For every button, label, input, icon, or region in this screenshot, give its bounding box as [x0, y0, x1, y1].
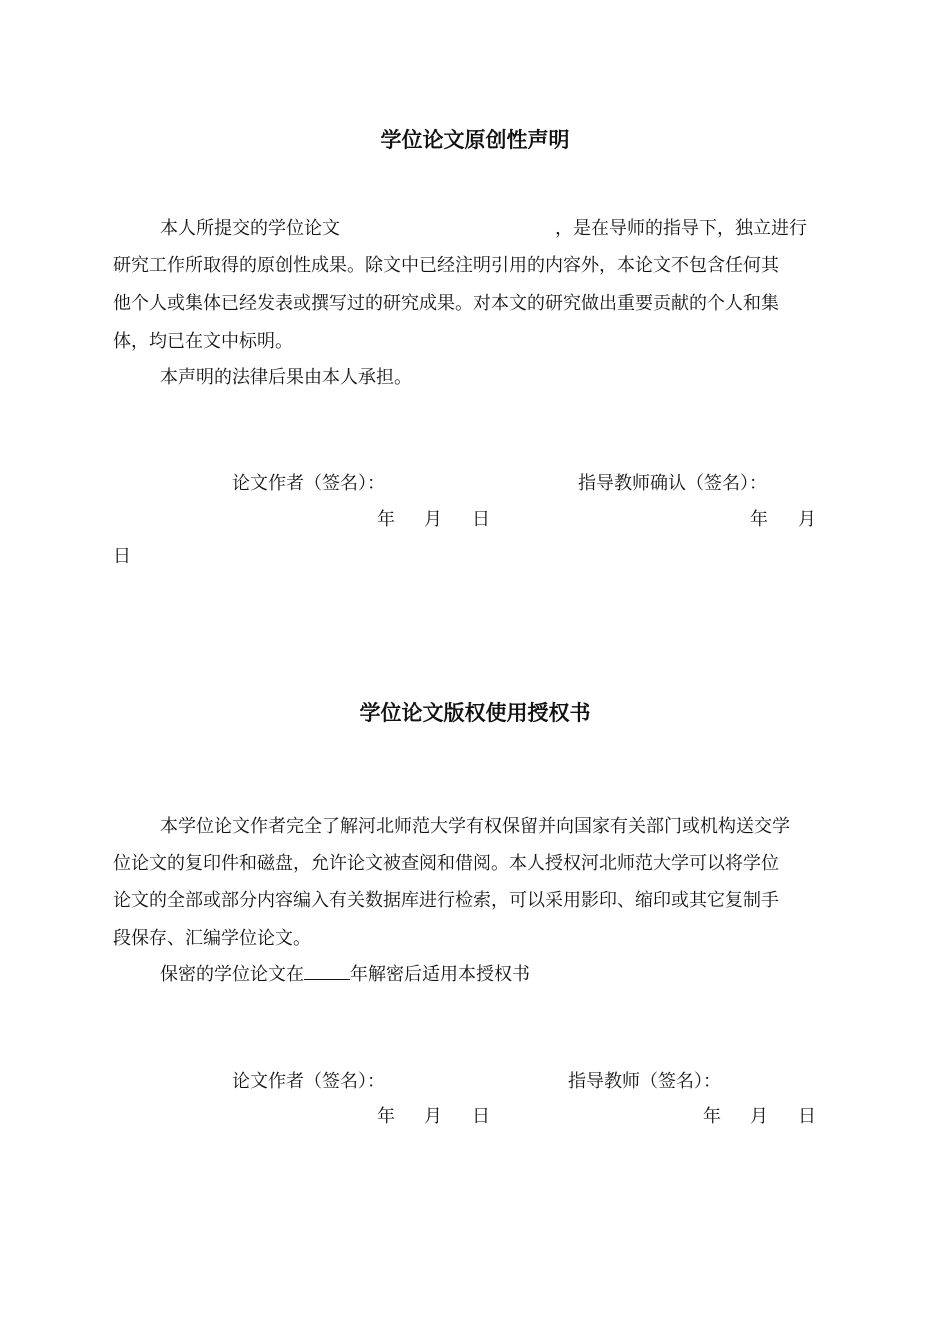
- declaration-author-date-year: 年: [377, 509, 395, 530]
- declaration-author-sign-label: 论文作者（签名）：: [232, 473, 385, 494]
- declaration-author-date-day: 日: [472, 509, 490, 530]
- authorization-author-date-month: 月: [424, 1106, 442, 1127]
- declaration-line-1b: ，是在导师的指导下，独立进行: [555, 218, 807, 239]
- declaration-line-1a: 本人所提交的学位论文: [160, 218, 340, 239]
- declaration-advisor-sign-label: 指导教师确认（签名）：: [578, 473, 767, 494]
- authorization-advisor-sign-label: 指导教师（签名）：: [568, 1071, 721, 1092]
- secret-suffix: 年解密后适用本授权书: [350, 964, 530, 985]
- authorization-title: 学位论文版权使用授权书: [359, 701, 591, 725]
- declaration-title: 学位论文原创性声明: [380, 128, 570, 152]
- authorization-author-date-year: 年: [377, 1106, 395, 1127]
- secret-years-blank[interactable]: [304, 963, 350, 980]
- authorization-line-1: 本学位论文作者完全了解河北师范大学有权保留并向国家有关部门或机构送交学: [160, 816, 790, 837]
- declaration-line-2: 研究工作所取得的原创性成果。除文中已经注明引用的内容外，本论文不包含任何其: [113, 255, 779, 276]
- authorization-advisor-date-month: 月: [750, 1106, 768, 1127]
- authorization-advisor-date-year: 年: [703, 1106, 721, 1127]
- authorization-advisor-date-day: 日: [798, 1106, 816, 1127]
- declaration-advisor-date-day: 日: [113, 546, 131, 567]
- authorization-line-2: 位论文的复印件和磁盘，允许论文被查阅和借阅。本人授权河北师范大学可以将学位: [113, 853, 779, 874]
- secret-period-line: [160, 963, 530, 987]
- declaration-advisor-date-year: 年: [750, 509, 768, 530]
- authorization-author-date-day: 日: [472, 1106, 490, 1127]
- authorization-line-4: 段保存、汇编学位论文。: [113, 928, 311, 949]
- authorization-line-3: 论文的全部或部分内容编入有关数据库进行检索，可以采用影印、缩印或其它复制手: [113, 890, 779, 911]
- declaration-advisor-date-month: 月: [798, 509, 816, 530]
- declaration-line-3: 他个人或集体已经发表或撰写过的研究成果。对本文的研究做出重要贡献的个人和集: [113, 293, 779, 314]
- declaration-line-4: 体，均已在文中标明。: [113, 331, 293, 352]
- declaration-author-date-month: 月: [424, 509, 442, 530]
- declaration-line-5: 本声明的法律后果由本人承担。: [160, 367, 412, 388]
- authorization-author-sign-label: 论文作者（签名）：: [232, 1071, 385, 1092]
- secret-prefix: 保密的学位论文在: [160, 964, 304, 985]
